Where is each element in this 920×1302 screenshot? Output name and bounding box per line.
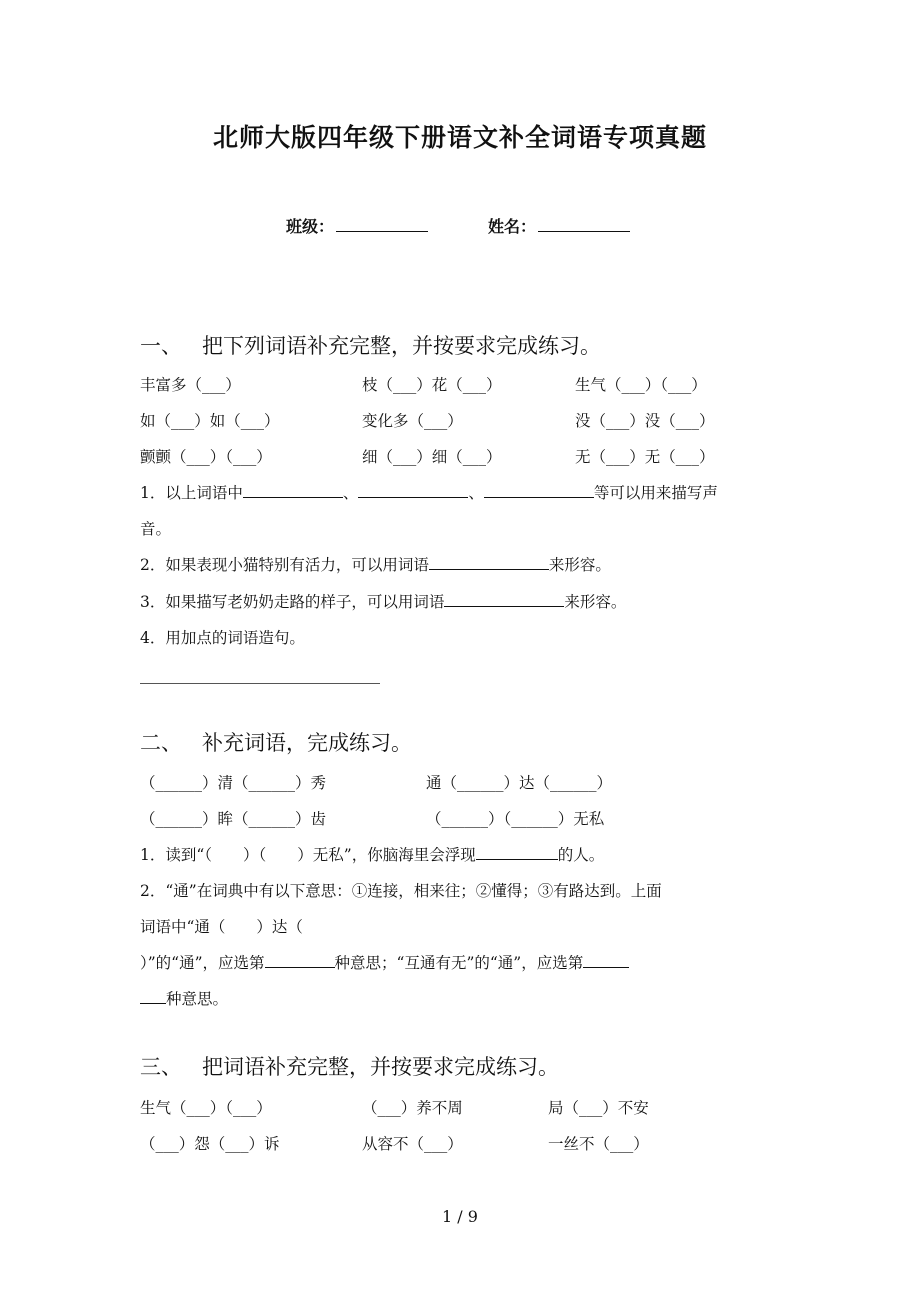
- section2-question-2-line2: 词语中“通（ ）达（: [140, 918, 303, 936]
- word-item: 如（___）如（___）: [140, 412, 280, 430]
- answer-blank[interactable]: [140, 989, 166, 1004]
- separator: 、: [342, 484, 359, 502]
- word-item: 一丝不（___）: [548, 1135, 649, 1153]
- class-field: [286, 214, 428, 237]
- question-text: 来形容。: [548, 556, 611, 574]
- page-number: 1 / 9: [442, 1207, 478, 1226]
- word-item: 变化多（___）: [362, 412, 463, 430]
- question-text: 1．以上词语中: [140, 484, 243, 502]
- answer-blank[interactable]: [484, 483, 594, 498]
- question-text: 2．如果表现小猫特别有活力，可以用词语: [140, 556, 429, 574]
- question-text: 1．读到“（ ）（ ）无私”，你脑海里会浮现: [140, 846, 476, 864]
- section3-number: 三、: [140, 1055, 182, 1079]
- word-item: 颤颤（___）（___）: [140, 448, 272, 466]
- question-text: 来形容。: [564, 593, 627, 611]
- section1-number: 一、: [140, 334, 182, 358]
- word-item: 丰富多（___）: [140, 376, 241, 394]
- word-item: （___）怨（___）诉: [140, 1135, 280, 1153]
- word-item: 无（___）无（___）: [575, 448, 715, 466]
- word-item: 从容不（___）: [362, 1135, 463, 1153]
- word-item: 枝（___）花（___）: [362, 376, 502, 394]
- word-item: （______）（______）无私: [426, 810, 605, 828]
- word-item: 生气（___）（___）: [575, 376, 707, 394]
- section2-number: 二、: [140, 731, 182, 755]
- answer-blank[interactable]: [444, 592, 564, 607]
- answer-line[interactable]: [140, 683, 380, 684]
- question-text: ）”的“通”，应选第: [140, 954, 265, 972]
- question-text: 3．如果描写老奶奶走路的样子，可以用词语: [140, 593, 445, 611]
- section3-heading-text: 把词语补充完整，并按要求完成练习。: [202, 1055, 559, 1079]
- question-text: 等可以用来描写声: [593, 484, 718, 502]
- word-item: 没（___）没（___）: [575, 412, 715, 430]
- answer-blank[interactable]: [243, 483, 343, 498]
- question-text: 种意思。: [166, 990, 229, 1008]
- section1-question-4: 4．用加点的词语造句。: [140, 629, 305, 647]
- page-title: 北师大版四年级下册语文补全词语专项真题: [212, 123, 707, 152]
- section2-question-2: 2．“通”在词典中有以下意思：①连接，相来往；②懂得；③有路达到。上面: [140, 882, 662, 900]
- separator: 、: [468, 484, 484, 502]
- name-field: [488, 214, 630, 237]
- word-item: 生气（___）（___）: [140, 1099, 272, 1117]
- word-item: 细（___）细（___）: [362, 448, 502, 466]
- section1-heading: [140, 330, 601, 360]
- question-text: 的人。: [557, 846, 605, 864]
- section1-heading-text: 把下列词语补充完整，并按要求完成练习。: [202, 334, 601, 358]
- answer-blank[interactable]: [429, 555, 549, 570]
- word-item: 通（______）达（______）: [426, 774, 613, 792]
- section1-question-1: [140, 481, 718, 503]
- answer-blank[interactable]: [476, 845, 558, 860]
- section2-heading-text: 补充词语，完成练习。: [202, 731, 412, 755]
- word-item: （______）眸（______）齿: [140, 810, 327, 828]
- word-item: （______）清（______）秀: [140, 774, 327, 792]
- word-item: （___）养不周: [362, 1099, 463, 1117]
- word-item: 局（___）不安: [548, 1099, 649, 1117]
- class-blank[interactable]: [336, 217, 428, 232]
- section1-question-3: [140, 590, 626, 612]
- section2-question-1: [140, 843, 604, 865]
- section1-question-1-cont: 音。: [140, 520, 172, 538]
- answer-blank[interactable]: [358, 483, 468, 498]
- name-label: 姓名：: [488, 217, 537, 236]
- class-label: 班级：: [286, 217, 335, 236]
- section1-question-2: [140, 553, 611, 575]
- question-text: 种意思；“互通有无”的“通”，应选第: [334, 954, 584, 972]
- answer-blank[interactable]: [265, 953, 335, 968]
- section2-question-2-line4: [140, 987, 228, 1009]
- name-blank[interactable]: [538, 217, 630, 232]
- section2-question-2-line3: [140, 951, 629, 973]
- section3-heading: [140, 1051, 559, 1081]
- answer-blank[interactable]: [583, 953, 629, 968]
- section2-heading: [140, 727, 412, 757]
